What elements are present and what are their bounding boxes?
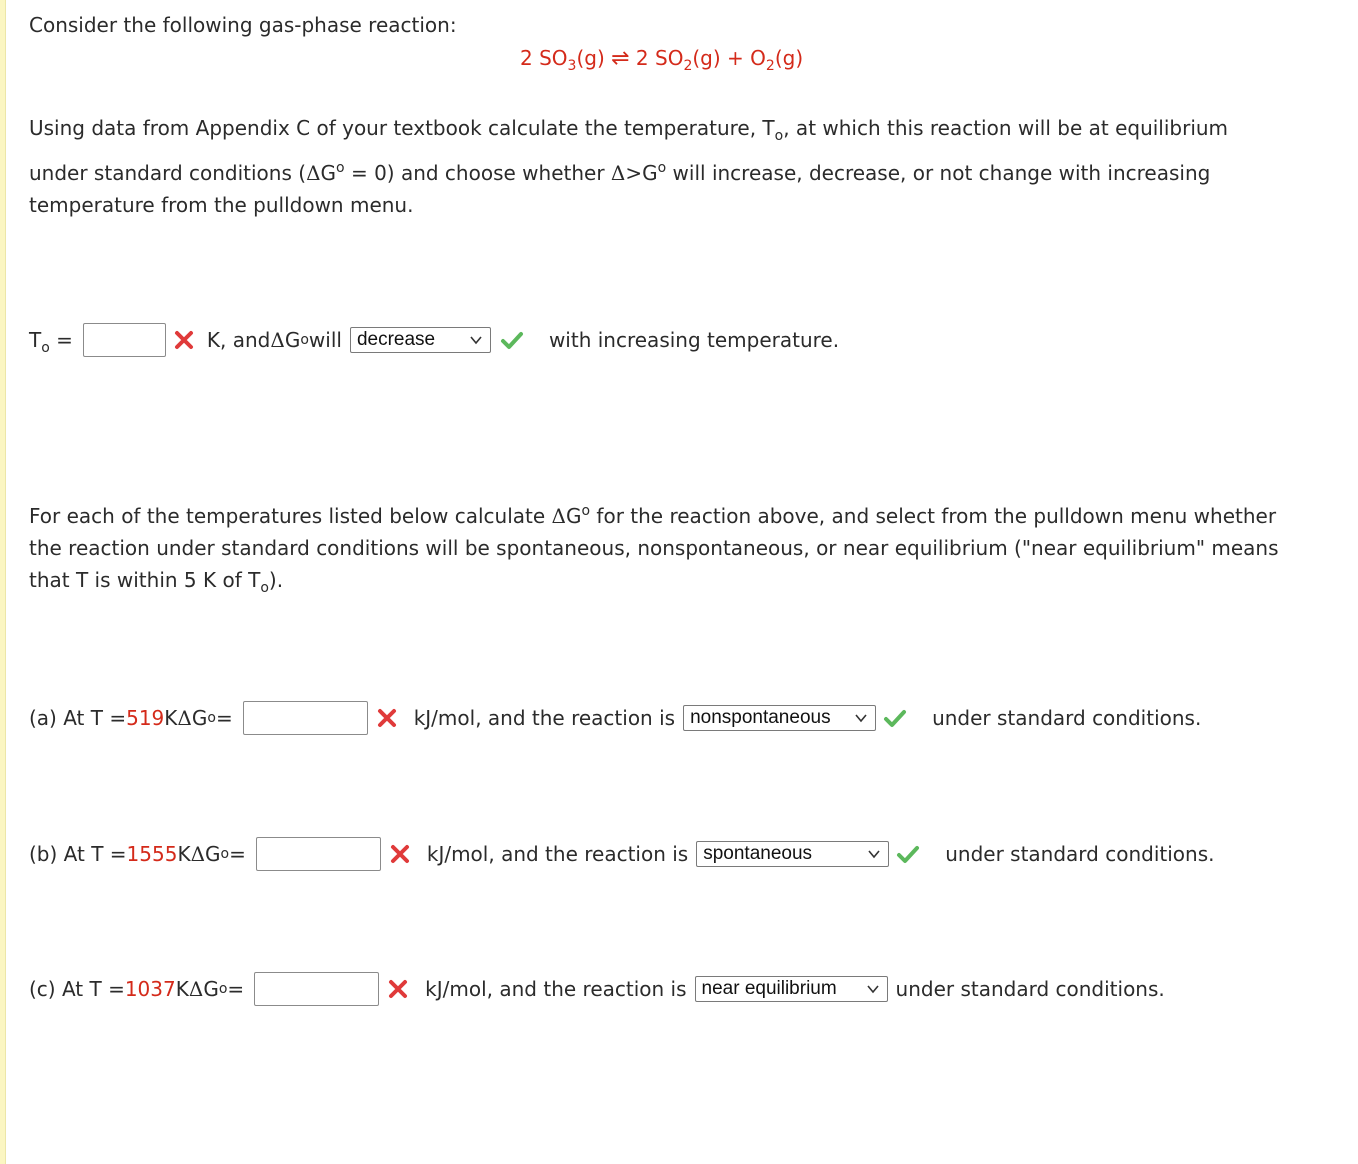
left-margin-bar (0, 0, 6, 1164)
part-c-row: (c) At T = 1037 K Δ G o = kJ/mol, and the reaction is near equilibrium under standard conditions. (29, 972, 1165, 1006)
part-c-temperature: 1037 (124, 977, 176, 1001)
x-mark-icon (387, 841, 413, 867)
intro-text: Consider the following gas-phase reaction: (29, 13, 457, 37)
instructions-paragraph-2: For each of the temperatures listed below calculate $\Delta G^o$ for the reaction above, and select from the pulldown menu whether the reaction under standard conditions will be spontaneous, nonspontaneous, or near equilibrium ("near equilibrium" means that T is within 5 K of $T_o$). (29, 503, 1279, 596)
chevron-down-icon (853, 710, 869, 726)
part-b-spontaneity-select[interactable]: spontaneous (696, 841, 889, 867)
x-mark-icon (171, 327, 197, 353)
x-mark-icon (385, 976, 411, 1002)
part-b-delta-g-input[interactable] (256, 837, 381, 871)
chevron-down-icon (468, 332, 484, 348)
part-c-spontaneity-select[interactable]: near equilibrium (695, 976, 888, 1002)
chevron-down-icon (866, 846, 882, 862)
t-o-input[interactable] (83, 323, 166, 357)
part-b-temperature: 1555 (126, 842, 178, 866)
trend-select[interactable]: decrease (350, 327, 491, 353)
chevron-down-icon (865, 981, 881, 997)
reaction-equation: 2 $SO_3(g)$ ⇌ 2 $SO_2(g) + O_2(g)$ (520, 46, 804, 74)
equilibrium-arrow: ⇌ (611, 46, 630, 71)
checkmark-icon (882, 705, 908, 731)
t-o-label: $T_o$ = (29, 328, 73, 356)
x-mark-icon (374, 705, 400, 731)
checkmark-icon (895, 841, 921, 867)
instructions-paragraph-1: Using data from Appendix C of your textbook calculate the temperature, $T_o$, at which this reaction will be at equilibrium under standard conditions $(\Delta G^o = 0)$ and choose whether $\Delta>G^o$ will increase, decrease, or not change with increasing temperature from the pulldown menu. (29, 116, 1229, 217)
part-a-row: (a) At T = 519 K Δ G o = kJ/mol, and the reaction is nonspontaneous under standard conditions. (29, 701, 1201, 735)
checkmark-icon (499, 327, 525, 353)
part-a-temperature: 519 (126, 706, 165, 730)
part-b-row: (b) At T = 1555 K Δ G o = kJ/mol, and the reaction is spontaneous under standard conditions. (29, 837, 1214, 871)
part-a-spontaneity-select[interactable]: nonspontaneous (683, 705, 876, 731)
part-a-delta-g-input[interactable] (243, 701, 368, 735)
part-c-delta-g-input[interactable] (254, 972, 379, 1006)
t-o-row: $T_o$ = K, and Δ G o will decrease with increasing temperature. (29, 323, 839, 357)
